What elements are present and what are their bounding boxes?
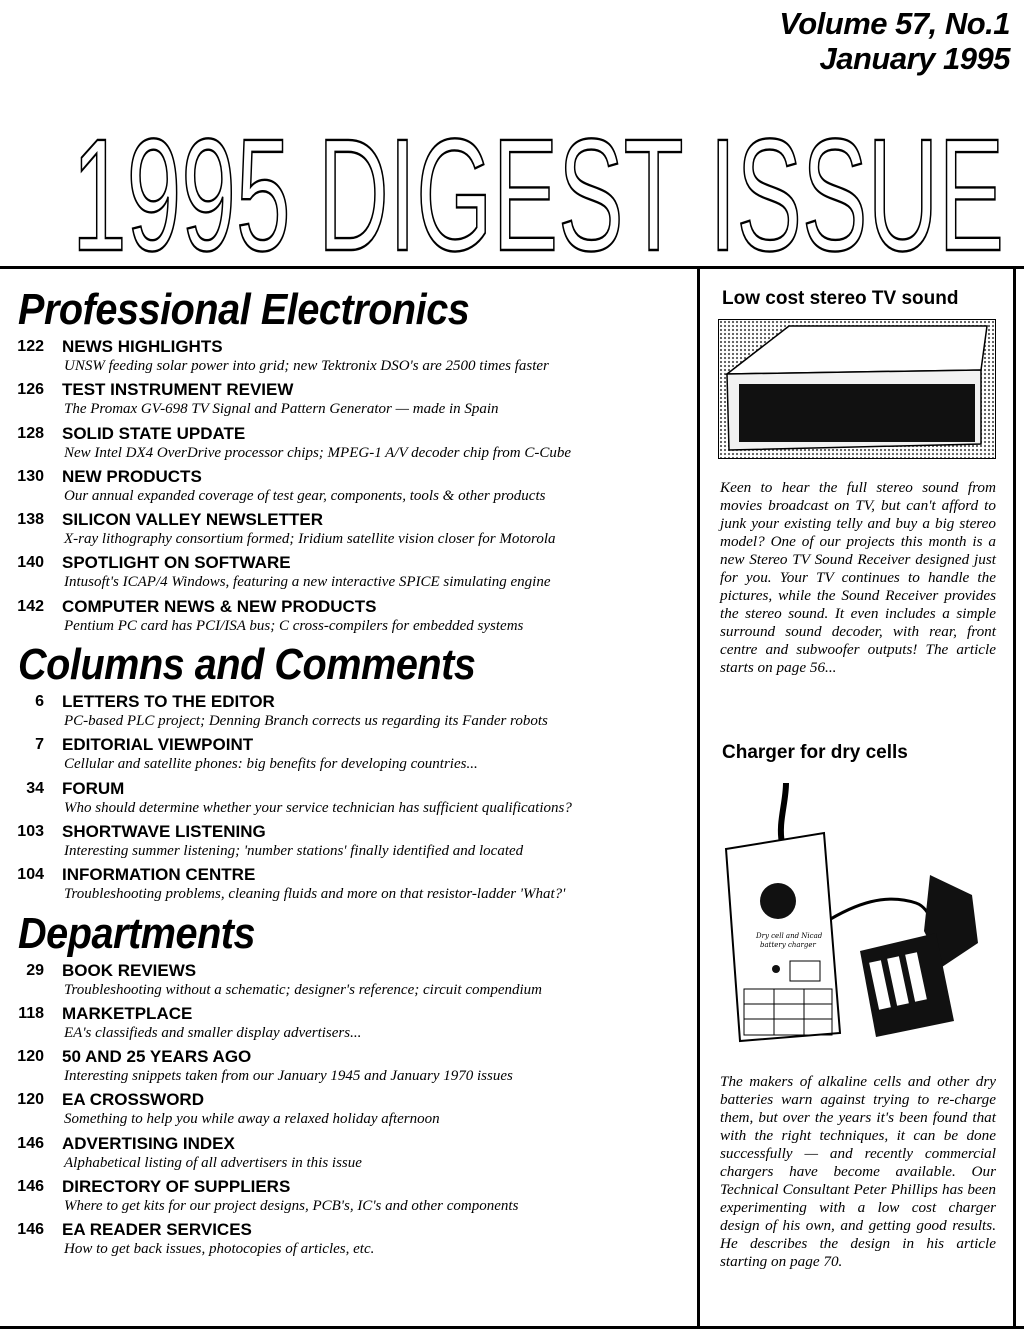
entry-description: Our annual expanded coverage of test gear, components, tools & other products [64, 487, 546, 504]
page-number: 122 [17, 338, 44, 355]
entry-description: UNSW feeding solar power into grid; new Tektronix DSO's are 2500 times faster [64, 358, 549, 374]
entry-title: EA CROSSWORD [62, 1090, 204, 1110]
entry-title: NEW PRODUCTS [62, 466, 202, 486]
page-number: 146 [17, 1134, 44, 1152]
contents-entry[interactable] [0, 1047, 690, 1090]
contents-entry[interactable] [0, 1220, 690, 1263]
entry-title: FORUM [62, 778, 125, 798]
entry-title: LETTERS TO THE EDITOR [62, 692, 275, 712]
issue-date: January 1995 [819, 41, 1010, 76]
page-number: 120 [17, 1091, 44, 1109]
column-divider [697, 267, 700, 1329]
entry-title: INFORMATION CENTRE [62, 865, 256, 885]
entry-description: PC-based PLC project; Denning Branch corrects us regarding its Fander robots [64, 713, 548, 730]
feature-body: The makers of alkaline cells and other dry batteries warn against trying to re-charge them, but over the years it's been found that with the right techniques, it can be done successfully — and recently commercial chargers have become available. Our Technical Consultant Peter Phillips has been experimenting with a low cost charger design of his own, and getting good results. He describes the design in his article starting on page 70. [720, 1073, 996, 1270]
contents-entry[interactable] [0, 1090, 690, 1133]
contents-entry[interactable] [0, 961, 690, 1004]
entry-description: Interesting summer listening; 'number stations' finally identified and located [64, 842, 524, 859]
page-number: 140 [17, 554, 44, 572]
entry-description: Alphabetical listing of all advertisers in this issue [64, 1154, 362, 1171]
right-border [1013, 267, 1016, 1329]
section-heading: Departments [18, 908, 256, 958]
entry-title: BOOK REVIEWS [62, 960, 197, 980]
page-number: 118 [18, 1004, 44, 1022]
entry-title: EDITORIAL VIEWPOINT [62, 735, 254, 755]
entry-description: X-ray lithography consortium formed; Iridium satellite vision closer for Motorola [64, 531, 556, 548]
contents-entry[interactable] [0, 467, 690, 510]
entry-description: EA's classifieds and smaller display advertisers... [64, 1024, 362, 1041]
issue-info [779, 6, 1010, 76]
bottom-rule [0, 1326, 1024, 1329]
volume-number: Volume 57, No.1 [779, 6, 1010, 41]
contents-entry[interactable] [0, 735, 690, 778]
page-number: 128 [17, 424, 44, 442]
page-number: 29 [26, 961, 44, 979]
entry-description: How to get back issues, photocopies of articles, etc. [64, 1241, 375, 1258]
page-number: 146 [17, 1178, 44, 1196]
feature-heading: Low cost stereo TV sound [722, 288, 959, 309]
entry-title: COMPUTER NEWS & NEW PRODUCTS [62, 596, 377, 616]
contents-entry[interactable] [0, 865, 690, 908]
contents-entry[interactable] [0, 424, 690, 467]
page-number: 103 [17, 822, 44, 840]
entry-description: Troubleshooting problems, cleaning fluids and more on that resistor-ladder 'What?' [64, 886, 566, 903]
contents-entry[interactable] [0, 1177, 690, 1220]
entry-description: Interesting snippets taken from our January 1945 and January 1970 issues [64, 1068, 513, 1085]
feature-body: Keen to hear the full stereo sound from movies broadcast on TV, but can't afford to junk your existing telly and buy a big stereo model? One of our projects this month is a new Stereo TV Sound Receiver designed just for you. Your TV continues to handle the pictures, while the Sound Receiver provides the stereo sound. It even includes a simple surround sound decoder, with rear, front centre and subwoofer outputs! The article starts on page 56... [720, 479, 996, 676]
page-number: 104 [17, 866, 44, 884]
entry-title: ADVERTISING INDEX [62, 1133, 235, 1153]
entry-description: New Intel DX4 OverDrive processor chips; MPEG-1 A/V decoder chip from C-Cube [64, 444, 571, 461]
entry-title: SOLID STATE UPDATE [62, 423, 246, 443]
entry-title: DIRECTORY OF SUPPLIERS [62, 1177, 291, 1197]
entry-description: Intusoft's ICAP/4 Windows, featuring a new interactive SPICE simulating engine [64, 574, 551, 591]
contents-entry[interactable] [0, 510, 690, 553]
entry-title: TEST INSTRUMENT REVIEW [62, 380, 294, 400]
contents-list [0, 285, 690, 1264]
page-number: 146 [17, 1221, 44, 1239]
page-number: 34 [26, 779, 44, 797]
svg-text:battery charger: battery charger [760, 941, 816, 949]
page-number: 130 [17, 467, 44, 485]
page-number: 7 [35, 736, 44, 754]
entry-title: 50 AND 25 YEARS AGO [62, 1047, 252, 1067]
section-heading: Professional Electronics [18, 285, 470, 334]
page-number: 142 [17, 597, 44, 615]
entry-title: SHORTWAVE LISTENING [62, 821, 266, 841]
section-professional-electronics [0, 285, 690, 640]
entry-title: SILICON VALLEY NEWSLETTER [62, 510, 323, 530]
section-departments [0, 909, 690, 1264]
svg-text:Dry cell and Nicad: Dry cell and Nicad [756, 932, 823, 940]
entry-description: The Promax GV-698 TV Signal and Pattern Generator — made in Spain [64, 401, 499, 418]
entry-title: SPOTLIGHT ON SOFTWARE [62, 553, 291, 573]
feature-dry-cell-charger[interactable] [712, 741, 1002, 1271]
entry-description: Who should determine whether your service technician has sufficient qualifications? [64, 799, 572, 816]
entry-description: Pentium PC card has PCI/ISA bus; C cross-compilers for embedded systems [64, 617, 524, 634]
contents-entry[interactable] [0, 597, 690, 640]
feature-heading: Charger for dry cells [722, 742, 908, 763]
page-number: 126 [17, 381, 44, 399]
charger-photo [716, 783, 996, 1051]
entry-description: Troubleshooting without a schematic; designer's reference; circuit compendium [64, 981, 542, 998]
entry-description: Something to help you while away a relaxed holiday afternoon [64, 1111, 440, 1128]
banner-title: 1995 DIGEST ISSUE [72, 130, 1004, 258]
entry-title: NEWS HIGHLIGHTS [62, 337, 223, 356]
entry-title: EA READER SERVICES [62, 1220, 252, 1240]
contents-entry[interactable] [0, 822, 690, 865]
contents-entry[interactable] [0, 337, 690, 380]
contents-entry[interactable] [0, 553, 690, 596]
section-heading: Columns and Comments [18, 640, 476, 690]
digest-issue-banner [72, 130, 1007, 258]
entry-title: MARKETPLACE [62, 1003, 193, 1023]
section-columns-and-comments [0, 640, 690, 908]
stereo-receiver-photo [718, 319, 996, 459]
entry-description: Where to get kits for our project designs, PCB's, IC's and other components [64, 1198, 519, 1215]
feature-stereo-tv-sound[interactable] [712, 287, 1002, 677]
contents-entry[interactable] [0, 779, 690, 822]
header-rule [0, 266, 1024, 269]
entry-description: Cellular and satellite phones: big benefits for developing countries... [64, 756, 478, 773]
contents-entry[interactable] [0, 380, 690, 423]
page-number: 6 [35, 693, 44, 711]
contents-entry[interactable] [0, 692, 690, 735]
page-number: 120 [17, 1048, 44, 1066]
contents-entry[interactable] [0, 1134, 690, 1177]
contents-entry[interactable] [0, 1004, 690, 1047]
page-number: 138 [17, 511, 44, 529]
